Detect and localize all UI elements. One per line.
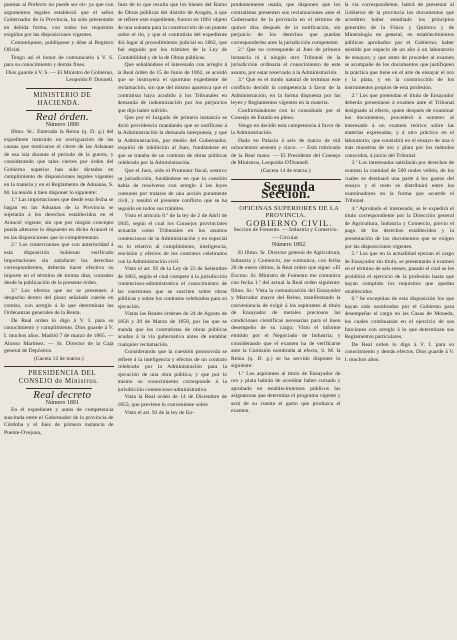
- section-subheading: Seccion de Fomento. — Industria y Comercio. — Circular.: [233, 227, 338, 241]
- section-heading: MINISTERIO DE HACIENDA.: [33, 92, 92, 107]
- document-number: Número 1892.: [271, 242, 307, 249]
- paragraph: Dado en Palacio á seis de marzo de mil ochocientos sesenta y cinco. — Está rubricado de la Real mano. — El Presidente del Consejo de Ministros, Leopoldo O'Donnell.: [231, 137, 341, 167]
- paragraph: 6.º Se exceptúan de esta disposición los que hayan sido nombrados por el Gobierno para desempeñar el cargo en las Casas de Moneda, los cuales continuarán en el ejercicio de sus funciones con arreglo á lo que determinan sus Reglamentos particulares.: [344, 296, 454, 341]
- document-number: Número 1890: [45, 121, 79, 128]
- divider: [26, 88, 92, 89]
- paragraph: Vista la Real orden de 14 de Diciembre de 1853, que previene lo conveniente sobre: [117, 394, 227, 408]
- government-heading: GOBIERNO CIVIL.: [246, 218, 333, 228]
- section-title: Real órden.: [35, 111, 89, 124]
- paragraph: 1.º Las importaciones que desde esta fecha se hagan en las Aduanas de la Provincia se sujetarán á los derechos establecidos en el Arancel vigente, sin que por ningún concepto pueda alterarse lo dispuesto en dicho Arancel ni en las disposiciones que lo complementan.: [4, 197, 114, 241]
- office-heading: OFICINAS SUPERIORES DE LA PROVINCIA.: [239, 204, 340, 220]
- paragraph: Considerando que la cuestión promovida se refiere á la inteligencia y efectos de un contrato celebrado por la Administración para la ejecución de una obra pública, y que por lo mismo su conocimiento corresponde á la jurisdicción contencioso-administrativa.: [117, 349, 227, 393]
- paragraph: En el expediente y autos de competencia suscitada entre el Gobernador de la provincia de Córdoba y el Juez de primera instancia de Puente-Ovejuna,: [4, 407, 114, 436]
- paragraph: 2.º Los que pretendan el título de Ensayador deberán presentarse á examen ante el Tribunal designado al efecto, quien después de examinar los documentos, procederá á someter al interesado á un examen teórico sobre las materias expresadas, y á otro práctico en el laboratorio, que consistirá en el ensayo de una ó más muestras de oro y plata por los métodos conocidos, á juicio del Tribunal.: [344, 92, 454, 159]
- paragraph: puestas al Prefecto no puede ser ob- ya que con argumentos legales estableció que el señor Gobernador de la Provincia, ha sido presentado en debida forma, con todos los requisitos exigidos por las disposiciones vigentes.: [4, 2, 114, 39]
- paragraph: Illmo. Sr.: Enterada la Reina (q. D. g.) del expediente instruido en averiguación de las causas que motivaron el cierre de las Aduanas de esa isla durante el periodo de la guerra, y considerando que tales cierres por órden del Gobierno superior han sido dictados en cumplimiento de disposiciones legales vigentes en la materia y en el Reglamento de Aduanas, S. M. ha tenido á bien disponer lo siguiente:: [4, 129, 114, 196]
- paragraph: Vengo en decidir esta competencia á favor de la Administración.: [231, 122, 341, 137]
- column-1: [4, 2, 114, 640]
- paragraph: Visto el art. 93 de la ley de En-: [124, 409, 194, 416]
- paragraph: la vía correspondiente, habrá de presentar al Gobierno de la provincia los documentos que acrediten haber estudiado los principios generales de la Física y Química y de Mineralogía en general, en establecimientos públicos aprobados por el Gobierno; haber asistido por espacio de un año á un laboratorio de ensayos; y que antes de proceder al examen se acompañe de los documentos que justifiquen la práctica que tiene en el arte de ensayar el oro y la plata, y en la construcción de los instrumentos propios de esta profesión.: [344, 2, 454, 92]
- divider: [4, 366, 114, 367]
- document-number: Número 1891: [45, 399, 79, 406]
- column-3: [231, 2, 341, 640]
- paragraph: prudentemente usada, que disponen que los contratistas presenten sus reclamaciones ante el Gobernador de la provincia en el término de quince días después de la notificación, sin perjuicio de los derechos que puedan corresponderles ante la jurisdicción competente.: [231, 2, 341, 46]
- signature: Dios guarde á V. S. — El Ministro de Gobierno, Leopoldo P. Donnell.: [5, 69, 114, 84]
- paragraph: Comuníquese, publíquese y dése al Registro Oficial.: [4, 39, 114, 54]
- paragraph: Visto el artículo 8.º de la ley de 2 de Abril de 1845, según el cual los Consejos provinciales actuarán como Tribunales en los asuntos contenciosos de la Administración y en especial en lo relativo al cumplimiento, inteligencia, rescisión y efectos de los contratos celebrados con la Administración civil.: [117, 213, 227, 265]
- paragraph: Visto el art. 95 de la Ley de 25 de Setiembre de 1863, según el cual compete á la jurisdicción contencioso-administrativa el conocimiento de las cuestiones que se susciten sobre obras públicas y sobre los contratos celebrados para su ejecución.: [117, 266, 227, 310]
- section-title: Real decreto: [33, 389, 92, 402]
- gazette-reference: (Gaceta 12 de marzo.): [33, 355, 84, 362]
- column-4: [345, 2, 455, 640]
- paragraph: Juez de lo que resulta que los bienes del Ramo de Obras públicas del distrito de Aragón, á que se refiere este expediente, fueron en 1861 objeto de una subasta para la construcción de un puente sobre el río, y que el contratista del expediente dió lugar al procedimiento judicial en 1862, que fué seguido por los trámites de la Ley de Contabilidad y de la de Obras públicas.: [117, 2, 227, 61]
- paragraph: 3.º Los interesados satisfarán por derechos de examen la cantidad de 500 reales vellón, de los cuales se destinará una parte á los gastos del ensayo y el resto se distribuirá entre los examinadores en la forma que acuerde el Tribunal.: [344, 160, 454, 205]
- paragraph: Tengo así el honor de comunicarlo á V. S. para su conocimiento y demás fines.: [4, 54, 114, 69]
- paragraph: 2.º Los comerciantes que con anterioridad á esta disposición hubieran verificado importaciones sin satisfacer los derechos correspondientes, deberán hacer efectivo su importe en el término de treinta días, contados desde la publicación de la presente órden.: [4, 242, 114, 287]
- gazette-reference: (Gaceta 14 de marzo.): [260, 168, 311, 175]
- paragraph: Que señalándose el interesado con arreglo á la Real órden de 15 de Junio de 1862, se acordó que se instruyera el oportuno expediente de reclamación, sin que del mismo aparezca que el contratista haya acudido á los Tribunales en demanda de indemnización por los perjuicios que dijo haber sufrido.: [117, 62, 227, 114]
- paragraph: 5.º Los que en la actualidad ejerzan el cargo de Ensayador sin título, se presentarán á examen en el término de seis meses, pasado el cual se les prohibirá el ejercicio de la profesión hasta que hayan cumplido los requisitos que quedan establecidos.: [344, 251, 454, 295]
- paragraph: Que el Juez, oído el Promotor fiscal, sostuvo su jurisdicción, fundándose en que la cuestión había de resolverse con arreglo á las leyes comunes por tratarse de una acción puramente civil, y resultó el presente conflicto que se ha seguido en todos sus trámites.: [117, 168, 227, 212]
- paragraph: Que por el Juzgado de primera instancia se dictó providencia mandando que se notificase á la Administración la demanda interpuesta, y que la Administración, por medio del Gobernador, requirió de inhibición al Juez, fundándose en que se trataba de un contrato de obras públicas celebrado por la Administración.: [117, 115, 227, 167]
- paragraph: 3.º Los efectos que no se presenten á despacho dentro del plazo señalado caerán en comiso, con arreglo á lo que determinan las Ordenanzas generales de la Renta.: [4, 287, 114, 317]
- paragraph: Conformándome con lo consultado por el Consejo de Estado en pleno.: [231, 107, 341, 122]
- paragraph: 3.º Que es el modo natural de terminar este conflicto decidir la competencia á favor de la Administración, en la forma dispuesta por las leyes y Reglamentos vigentes en la materia.: [231, 77, 341, 107]
- paragraph: 4.º Aprobado el interesado, se le expedirá el título correspondiente por la Dirección general de Agricultura, Industria y Comercio, previo el pago de los derechos establecidos y la presentación de los documentos que se exigen por las disposiciones vigentes.: [344, 205, 454, 250]
- section-heading: PRESIDENCIA DEL CONSEJO de Ministros.: [18, 370, 99, 385]
- paragraph: 2.º Que no corresponde al Juez de primera instancia ni á ningún otro Tribunal de la jurisdicción ordinaria el conocimiento de este asunto, por estar reservado á la Administración.: [231, 47, 341, 76]
- paragraph: 1.º Los aspirantes al título de Ensayador de oro y plata habrán de acreditar haber cursado y aprobado en establecimientos públicos las asignaturas que determina el programa vigente y será de su cuenta el gasto que produzca el examen.: [231, 370, 341, 415]
- column-2: [118, 2, 228, 640]
- paragraph: De Real orden lo digo á V. I. para su conocimiento y demás efectos. Dios guarde á V. I. muchos años.: [344, 341, 454, 363]
- paragraph: El Illmo. Sr. Director general de Agricultura, Industria y Comercio, me comunica, con fecha 28 de enero último, la Real orden que sigue: «El Excmo. Sr. Ministro de Fomento me comunica con fecha 1.º del actual la Real orden siguiente: Illmo. Sr.: Vista la comunicación del Ensayador y Marcador mayor del Reino, manifestando la conveniencia de exigir á los aspirantes al título de Ensayador de metales preciosos las condiciones científicas necesarias para el buen desempeño de su cargo; Visto el informe emitido por el Negociado de Industria; y considerando que el examen ha de verificarse ante la Comisión nombrada al efecto, S. M. la Reina (q. D. g.) se ha servido disponer lo siguiente:: [231, 249, 341, 370]
- section-banner: Segunda Seccion.: [261, 178, 316, 202]
- paragraph: Vistas las Reales órdenes de 24 de Agosto de 1856 y 20 de Marzo de 1858, por las que se manda que los contratistas de obras públicas acudan á la vía gubernativa antes de entablar cualquier reclamación.: [117, 311, 227, 348]
- paragraph: De Real orden lo digo á V. I. para su conocimiento y cumplimiento. Dios guarde á V. I. muchos años. Madrid 7 de marzo de 1865. — Alonso Martínez. — Sr. Director de la Caja general de Depósitos.: [4, 317, 114, 355]
